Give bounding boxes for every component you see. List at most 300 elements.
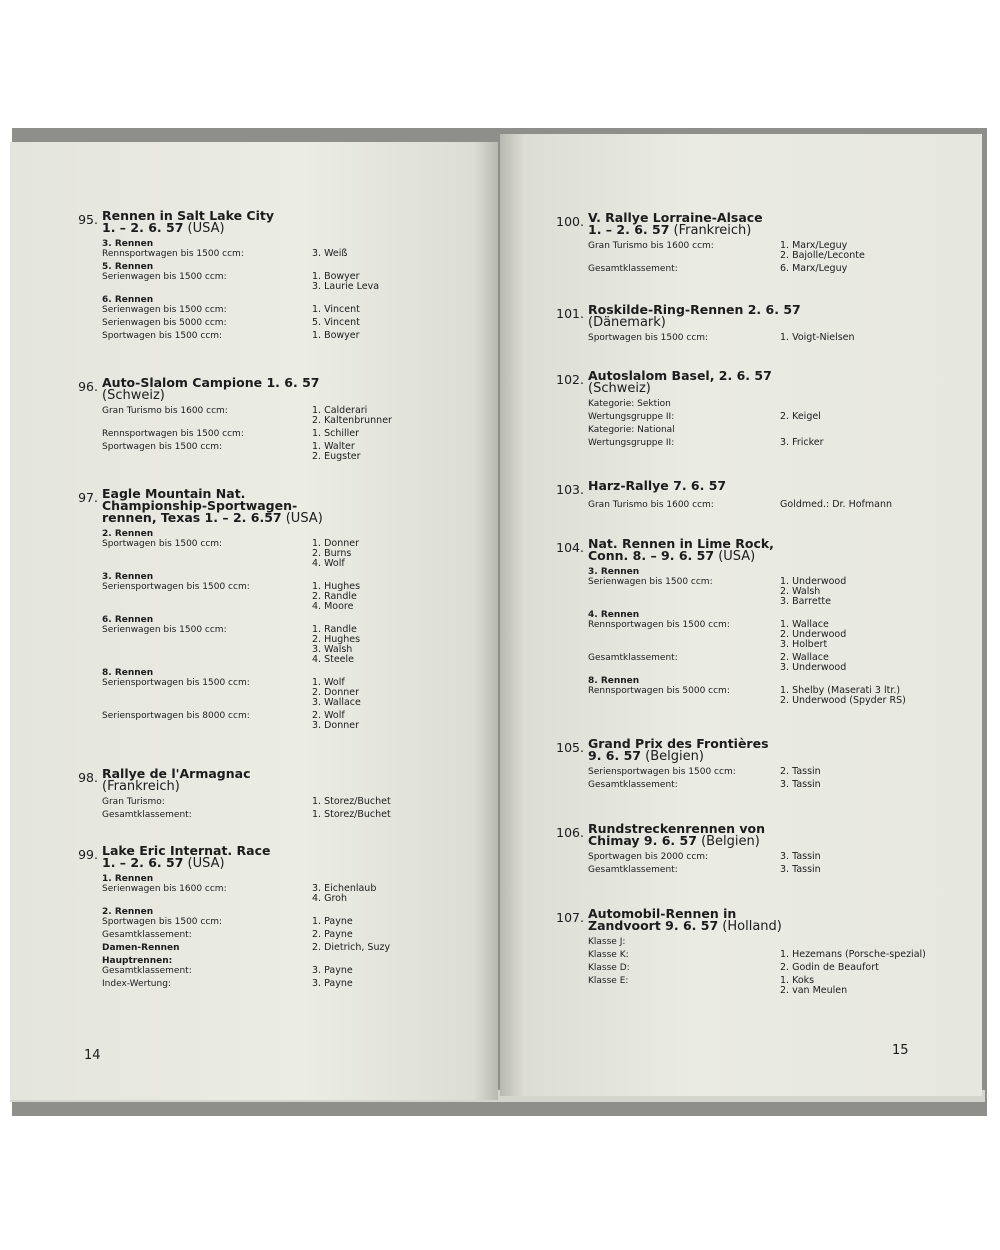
result-row — [102, 406, 392, 426]
result-rows — [588, 500, 892, 510]
result-item: 3. Tassin — [780, 779, 821, 790]
result-item: 1. Hughes — [312, 581, 361, 592]
class-label: Rennsportwagen bis 1500 ccm: — [588, 620, 730, 630]
result-item: 1. Payne — [312, 916, 353, 927]
title-line — [588, 835, 765, 848]
title-bold: V. Rallye Lorraine-Alsace — [588, 210, 763, 225]
title-normal: (Frankreich) — [102, 779, 180, 794]
entry-number: 99. — [78, 847, 98, 862]
class-label: Seriensportwagen bis 1500 ccm: — [102, 678, 250, 688]
result-row — [588, 264, 865, 274]
title-bold: Nat. Rennen in Lime Rock, — [588, 536, 774, 551]
result-row — [102, 429, 392, 439]
page-number-left: 14 — [84, 1048, 101, 1063]
entry-title — [552, 738, 821, 763]
race-heading: 3. Rennen — [588, 567, 640, 577]
result-item: 1. Hezemans (Porsche-spezial) — [780, 949, 926, 960]
result-item: 2. Payne — [312, 929, 353, 940]
results-list — [780, 264, 847, 274]
result-rows — [102, 239, 379, 341]
result-item: 2. Eugster — [312, 451, 361, 462]
result-row — [588, 767, 821, 777]
result-item: 3. Payne — [312, 965, 353, 976]
class-label: Rennsportwagen bis 5000 ccm: — [588, 686, 730, 696]
results-list — [780, 653, 846, 673]
title-bold: Conn. 8. – 9. 6. 57 — [588, 548, 715, 563]
result-item: 2. Tassin — [780, 766, 821, 777]
result-item: 2. Walsh — [780, 586, 821, 597]
result-item: 1. Storez/Buchet — [312, 796, 391, 807]
result-rows — [102, 797, 391, 820]
race-heading: 5. Rennen — [102, 262, 154, 272]
class-label: Rennsportwagen bis 1500 ccm: — [102, 249, 244, 259]
race-heading: 6. Rennen — [102, 295, 154, 305]
class-label: Index-Wertung: — [102, 979, 171, 989]
title-normal: (Schweiz) — [102, 388, 165, 403]
result-rows — [102, 529, 361, 731]
result-item: 1. Bowyer — [312, 330, 360, 341]
result-row — [102, 797, 391, 807]
entry-title — [552, 480, 892, 496]
race-heading: 8. Rennen — [102, 668, 154, 678]
class-label: Wertungsgruppe II: — [588, 438, 675, 448]
title-line — [588, 750, 769, 763]
entry-title — [72, 488, 361, 525]
result-item: 2. Underwood (Spyder RS) — [780, 695, 906, 706]
result-item: 1. Storez/Buchet — [312, 809, 391, 820]
result-rows — [102, 874, 390, 989]
title-lines — [588, 908, 782, 933]
result-item: 1. Calderari — [312, 405, 368, 416]
class-label: Kategorie: National — [588, 425, 675, 435]
result-row — [102, 249, 379, 259]
result-item: 3. Weiß — [312, 248, 348, 259]
race-entry — [552, 370, 824, 451]
entry-number: 106. — [556, 825, 584, 840]
class-label: Seriensportwagen bis 1500 ccm: — [102, 582, 250, 592]
race-entry — [72, 210, 379, 344]
result-row — [102, 272, 379, 292]
result-row — [588, 399, 824, 409]
title-bold: Rennen in Salt Lake City — [102, 208, 275, 223]
result-row — [102, 539, 361, 569]
result-row — [588, 865, 821, 875]
result-row — [588, 950, 926, 960]
title-bold: Zandvoort 9. 6. 57 — [588, 918, 719, 933]
result-rows — [588, 767, 821, 790]
race-heading: 2. Rennen — [102, 907, 154, 917]
title-line — [588, 920, 782, 933]
result-row — [102, 884, 390, 904]
results-list — [312, 331, 360, 341]
title-lines — [588, 738, 769, 763]
race-heading: Hauptrennen: — [102, 956, 173, 966]
title-bold: Auto-Slalom Campione 1. 6. 57 — [102, 375, 320, 390]
results-list — [780, 686, 906, 706]
results-list — [780, 865, 821, 875]
class-label: Gran Turismo bis 1600 ccm: — [588, 500, 714, 510]
result-row — [588, 976, 926, 996]
result-item: 6. Marx/Leguy — [780, 263, 848, 274]
result-row — [102, 917, 390, 927]
title-line — [102, 780, 251, 793]
result-item: 3. Payne — [312, 978, 353, 989]
results-list — [312, 979, 353, 989]
title-normal: (Belgien) — [641, 749, 704, 764]
result-row — [102, 930, 390, 940]
entry-title — [552, 304, 855, 329]
race-entry — [552, 738, 821, 793]
race-entry — [552, 212, 865, 277]
entry-number: 103. — [556, 482, 584, 497]
title-lines — [102, 768, 251, 793]
result-rows — [588, 937, 926, 996]
result-row — [102, 318, 379, 328]
class-label: Serienwagen bis 1500 ccm: — [102, 272, 227, 282]
class-label: Gesamtklassement: — [588, 264, 678, 274]
result-row — [588, 241, 865, 261]
results-list — [780, 241, 865, 261]
class-label: Serienwagen bis 1500 ccm: — [102, 625, 227, 635]
result-rows — [588, 567, 906, 706]
result-rows — [588, 852, 821, 875]
result-rows — [102, 406, 392, 462]
class-label: Sportwagen bis 1500 ccm: — [102, 539, 223, 549]
result-row — [102, 966, 390, 976]
results-list — [312, 884, 376, 904]
class-label: Klasse J: — [588, 937, 626, 947]
title-bold: Rundstreckenrennen von — [588, 821, 765, 836]
title-line — [588, 550, 774, 563]
race-heading: 1. Rennen — [102, 874, 154, 884]
title-lines — [588, 370, 772, 395]
result-row — [102, 943, 390, 953]
class-label: Sportwagen bis 1500 ccm: — [102, 442, 223, 452]
result-item: 2. van Meulen — [780, 985, 848, 996]
class-label: Sportwagen bis 1500 ccm: — [102, 917, 223, 927]
title-bold: Automobil-Rennen in — [588, 906, 737, 921]
title-bold: Autoslalom Basel, 2. 6. 57 — [588, 368, 772, 383]
title-line — [102, 222, 274, 235]
entry-title — [72, 845, 390, 870]
class-label: Gesamtklassement: — [588, 653, 678, 663]
result-item: 2. Bajolle/Leconte — [780, 250, 865, 261]
result-item: 3. Donner — [312, 720, 360, 731]
result-item: 2. Wolf — [312, 710, 345, 721]
class-label: Sportwagen bis 1500 ccm: — [588, 333, 709, 343]
result-item: 1. Marx/Leguy — [780, 240, 848, 251]
result-item: 1. Randle — [312, 624, 357, 635]
title-line — [588, 316, 801, 329]
class-label: Klasse E: — [588, 976, 629, 986]
result-item: 1. Underwood — [780, 576, 847, 587]
result-row — [102, 305, 379, 315]
race-heading: Damen-Rennen — [102, 943, 180, 953]
results-list — [780, 333, 855, 343]
results-list — [780, 500, 892, 510]
race-entry — [552, 480, 892, 513]
entry-number: 100. — [556, 214, 584, 229]
title-lines — [102, 488, 323, 525]
result-row — [102, 582, 361, 612]
title-bold: 1. – 2. 6. 57 — [102, 855, 184, 870]
result-item: 2. Donner — [312, 687, 360, 698]
title-bold: 1. – 2. 6. 57 — [588, 222, 670, 237]
title-lines — [102, 845, 270, 870]
title-bold: Lake Eric Internat. Race — [102, 843, 271, 858]
results-list — [312, 917, 353, 927]
entry-title — [72, 377, 392, 402]
entry-number: 107. — [556, 910, 584, 925]
result-item: 5. Vincent — [312, 317, 360, 328]
result-row — [588, 686, 906, 706]
result-row — [588, 780, 821, 790]
result-row — [588, 620, 906, 650]
result-item: 4. Steele — [312, 654, 355, 665]
title-bold: Eagle Mountain Nat. — [102, 486, 246, 501]
result-item: 3. Laurie Leva — [312, 281, 380, 292]
title-lines — [588, 823, 765, 848]
result-item: 1. Vincent — [312, 304, 360, 315]
class-label: Klasse K: — [588, 950, 629, 960]
class-label: Gesamtklassement: — [588, 865, 678, 875]
result-item: 2. Underwood — [780, 629, 847, 640]
results-list — [312, 272, 379, 292]
result-item: 2. Randle — [312, 591, 357, 602]
entry-number: 104. — [556, 540, 584, 555]
title-line — [588, 382, 772, 395]
results-list — [780, 438, 824, 448]
entry-number: 96. — [78, 379, 98, 394]
race-heading: 4. Rennen — [588, 610, 640, 620]
race-entry — [552, 908, 926, 999]
title-normal: (Schweiz) — [588, 381, 651, 396]
title-bold: 9. 6. 57 — [588, 748, 641, 763]
entry-title — [72, 768, 391, 793]
result-row — [588, 963, 926, 973]
results-list — [312, 930, 353, 940]
class-label: Serienwagen bis 5000 ccm: — [102, 318, 227, 328]
result-item: 2. Kaltenbrunner — [312, 415, 392, 426]
result-row — [588, 577, 906, 607]
result-item: 2. Godin de Beaufort — [780, 962, 879, 973]
race-heading: 3. Rennen — [102, 239, 154, 249]
results-list — [312, 305, 360, 315]
result-row — [102, 331, 379, 341]
results-list — [312, 582, 360, 612]
title-lines — [588, 304, 801, 329]
result-row — [102, 442, 392, 462]
title-normal: (USA) — [714, 549, 756, 564]
race-heading: 3. Rennen — [102, 572, 154, 582]
race-heading: 2. Rennen — [102, 529, 154, 539]
result-item: 1. Bowyer — [312, 271, 360, 282]
results-list — [780, 577, 846, 607]
title-normal: (Holland) — [718, 919, 782, 934]
title-normal: (Belgien) — [696, 834, 760, 849]
race-entry — [552, 538, 906, 709]
results-list — [312, 625, 360, 665]
entry-number: 101. — [556, 306, 584, 321]
result-item: 2. Keigel — [780, 411, 821, 422]
result-item: 3. Fricker — [780, 437, 824, 448]
results-list — [780, 976, 847, 996]
title-bold: Grand Prix des Frontières — [588, 736, 769, 751]
class-label: Seriensportwagen bis 1500 ccm: — [588, 767, 736, 777]
results-list — [312, 810, 391, 820]
result-item: 4. Moore — [312, 601, 354, 612]
result-item: 2. Hughes — [312, 634, 361, 645]
entry-title — [552, 370, 824, 395]
entry-number: 98. — [78, 770, 98, 785]
results-list — [312, 966, 353, 976]
class-label: Serienwagen bis 1500 ccm: — [588, 577, 713, 587]
entry-number: 105. — [556, 740, 584, 755]
title-line — [588, 480, 726, 492]
class-label: Seriensportwagen bis 8000 ccm: — [102, 711, 250, 721]
result-item: Goldmed.: Dr. Hofmann — [780, 499, 893, 510]
result-item: 1. Donner — [312, 538, 360, 549]
result-item: 2. Wallace — [780, 652, 829, 663]
title-bold: Rallye de l'Armagnac — [102, 766, 251, 781]
title-lines — [102, 377, 319, 402]
result-item: 3. Holbert — [780, 639, 828, 650]
results-list — [312, 678, 361, 708]
result-item: 4. Wolf — [312, 558, 345, 569]
class-label: Kategorie: Sektion — [588, 399, 671, 409]
results-list — [780, 963, 879, 973]
result-item: 3. Tassin — [780, 864, 821, 875]
result-row — [588, 412, 824, 422]
result-item: 1. Wolf — [312, 677, 345, 688]
result-item: 3. Eichenlaub — [312, 883, 377, 894]
entry-title — [552, 538, 906, 563]
entry-number: 97. — [78, 490, 98, 505]
result-item: 3. Underwood — [780, 662, 847, 673]
title-normal: (USA) — [281, 511, 323, 526]
class-label: Rennsportwagen bis 1500 ccm: — [102, 429, 244, 439]
race-heading: 8. Rennen — [588, 676, 640, 686]
race-entry — [72, 488, 361, 734]
result-row — [588, 653, 906, 673]
result-row — [588, 500, 892, 510]
title-lines — [588, 538, 774, 563]
result-item: 3. Tassin — [780, 851, 821, 862]
title-lines — [588, 480, 726, 492]
class-label: Gran Turismo: — [102, 797, 165, 807]
race-entry — [72, 377, 392, 465]
results-list — [780, 950, 926, 960]
entry-number: 102. — [556, 372, 584, 387]
results-list — [312, 943, 390, 953]
title-line — [102, 512, 323, 525]
result-rows — [588, 241, 865, 274]
race-heading: 6. Rennen — [102, 615, 154, 625]
class-label: Serienwagen bis 1600 ccm: — [102, 884, 227, 894]
title-bold: Harz-Rallye 7. 6. 57 — [588, 478, 727, 493]
result-item: 4. Groh — [312, 893, 347, 904]
result-row — [588, 438, 824, 448]
entry-title — [552, 212, 865, 237]
result-row — [588, 333, 855, 343]
class-label — [102, 943, 312, 953]
result-row — [588, 425, 824, 435]
class-label: Serienwagen bis 1500 ccm: — [102, 305, 227, 315]
entry-number: 95. — [78, 212, 98, 227]
results-list — [780, 780, 821, 790]
results-list — [312, 797, 391, 807]
result-row — [102, 711, 361, 731]
result-row — [102, 810, 391, 820]
result-row — [102, 625, 361, 665]
results-list — [780, 767, 821, 777]
title-bold: 1. – 2. 6. 57 — [102, 220, 184, 235]
title-line — [102, 857, 270, 870]
result-row — [102, 678, 361, 708]
result-item: 3. Walsh — [312, 644, 353, 655]
results-list — [780, 412, 821, 422]
race-entry — [552, 304, 855, 346]
results-list — [312, 429, 359, 439]
race-entry — [72, 768, 391, 823]
class-label: Gesamtklassement: — [588, 780, 678, 790]
result-row — [588, 937, 926, 947]
result-item: 2. Dietrich, Suzy — [312, 942, 391, 953]
title-bold: rennen, Texas 1. – 2. 6.57 — [102, 510, 282, 525]
title-normal: (Frankreich) — [669, 223, 752, 238]
results-list — [312, 711, 359, 731]
result-item: 1. Shelby (Maserati 3 ltr.) — [780, 685, 901, 696]
title-normal: (USA) — [183, 856, 225, 871]
class-label: Wertungsgruppe II: — [588, 412, 675, 422]
result-rows — [588, 333, 855, 343]
class-label: Sportwagen bis 1500 ccm: — [102, 331, 223, 341]
result-item: 2. Burns — [312, 548, 352, 559]
result-row — [102, 979, 390, 989]
results-list — [312, 249, 347, 259]
race-entry — [552, 823, 821, 878]
results-list — [312, 442, 361, 462]
result-item: 1. Schiller — [312, 428, 360, 439]
results-list — [312, 539, 359, 569]
result-item: 1. Koks — [780, 975, 815, 986]
title-lines — [102, 210, 274, 235]
title-lines — [588, 212, 763, 237]
class-label: Gesamtklassement: — [102, 810, 192, 820]
class-label: Gran Turismo bis 1600 ccm: — [588, 241, 714, 251]
result-row — [588, 852, 821, 862]
result-item: 1. Wallace — [780, 619, 829, 630]
results-list — [780, 852, 821, 862]
entry-title — [72, 210, 379, 235]
result-item: 1. Voigt-Nielsen — [780, 332, 855, 343]
entry-title — [552, 823, 821, 848]
title-line — [102, 389, 319, 402]
entry-title — [552, 908, 926, 933]
result-rows — [588, 399, 824, 448]
page-number-right: 15 — [892, 1043, 909, 1058]
class-label: Gesamtklassement: — [102, 966, 192, 976]
title-normal: (USA) — [183, 221, 225, 236]
result-item: 3. Barrette — [780, 596, 831, 607]
results-list — [312, 406, 392, 426]
title-line — [588, 224, 763, 237]
results-list — [780, 620, 846, 650]
title-bold: Chimay 9. 6. 57 — [588, 833, 697, 848]
class-label: Gesamtklassement: — [102, 930, 192, 940]
class-label: Gran Turismo bis 1600 ccm: — [102, 406, 228, 416]
class-label: Sportwagen bis 2000 ccm: — [588, 852, 709, 862]
